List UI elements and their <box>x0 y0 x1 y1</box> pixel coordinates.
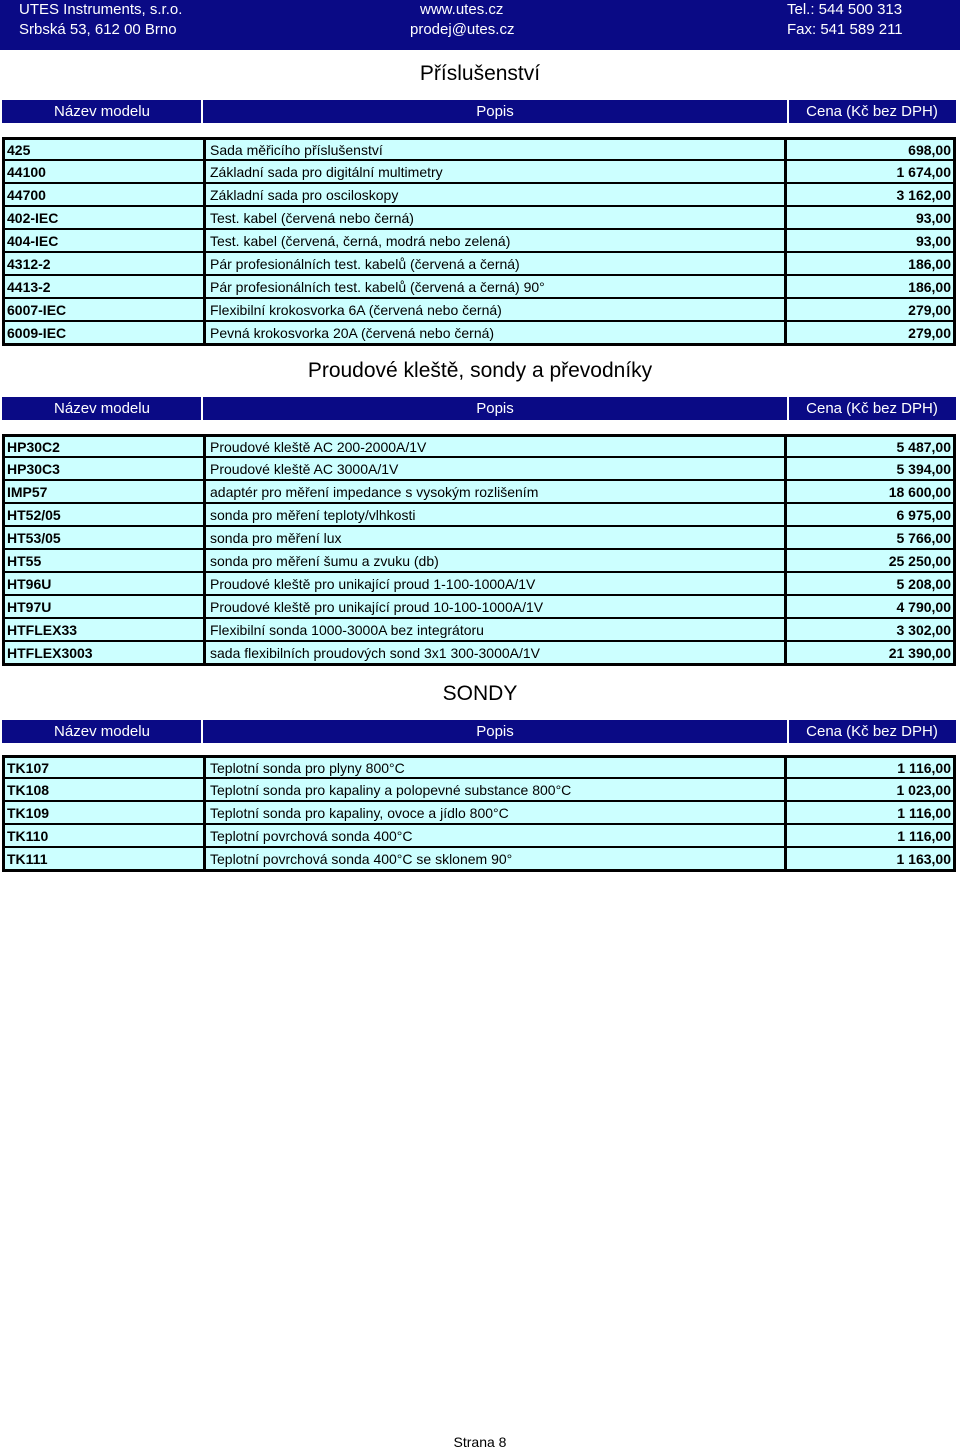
description-cell: Flexibilní sonda 1000-3000A bez integrátoru <box>203 619 794 640</box>
price-cell: 1 116,00 <box>784 825 953 846</box>
company-header <box>0 0 960 50</box>
column-model: Název modelu <box>54 400 150 417</box>
column-popis: Popis <box>476 723 514 740</box>
table-row <box>2 184 956 207</box>
table-row <box>2 276 956 299</box>
table-row <box>2 596 956 619</box>
table-row <box>2 207 956 230</box>
price-cell: 1 674,00 <box>784 161 953 182</box>
table-row <box>2 322 956 346</box>
table-row <box>2 230 956 253</box>
table-row <box>2 458 956 481</box>
description-cell: Test. kabel (červená, černá, modrá nebo zelená) <box>203 230 794 251</box>
table-row <box>2 481 956 504</box>
price-cell: 186,00 <box>784 253 953 274</box>
description-cell: Proudové kleště AC 3000A/1V <box>203 458 794 479</box>
table-column-header <box>2 397 956 420</box>
price-cell: 1 163,00 <box>784 848 953 869</box>
description-cell: adaptér pro měření impedance s vysokým rozlišením <box>203 481 794 502</box>
company-email[interactable]: prodej@utes.cz <box>410 21 515 38</box>
description-cell: Proudové kleště pro unikající proud 1-100-1000A/1V <box>203 573 794 594</box>
model-cell: TK110 <box>7 827 49 844</box>
price-cell: 5 208,00 <box>784 573 953 594</box>
price-cell: 93,00 <box>784 230 953 251</box>
price-cell: 93,00 <box>784 207 953 228</box>
description-cell: Flexibilní krokosvorka 6A (červená nebo černá) <box>203 299 794 320</box>
model-cell: 6009-IEC <box>7 324 67 341</box>
table-row <box>2 825 956 848</box>
model-cell: 425 <box>7 141 31 158</box>
description-cell: Teplotní povrchová sonda 400°C se sklonem 90° <box>203 848 794 869</box>
table-column-header <box>2 100 956 123</box>
model-cell: IMP57 <box>7 483 48 500</box>
company-phone: Tel.: 544 500 313 <box>787 1 903 18</box>
model-cell: 404-IEC <box>7 232 59 249</box>
model-cell: TK111 <box>7 850 48 867</box>
table-row <box>2 137 956 161</box>
model-cell: TK108 <box>7 781 50 798</box>
column-model: Název modelu <box>54 723 150 740</box>
model-cell: 4413-2 <box>7 278 51 295</box>
table-row <box>2 253 956 276</box>
price-cell: 279,00 <box>784 299 953 320</box>
table-row <box>2 573 956 596</box>
section-title: SONDY <box>442 682 518 705</box>
description-cell: Teplotní sonda pro kapaliny, ovoce a jídlo 800°C <box>203 802 794 823</box>
company-name: UTES Instruments, s.r.o. <box>19 1 183 18</box>
model-cell: HP30C3 <box>7 460 60 477</box>
model-cell: 44700 <box>7 186 46 203</box>
model-cell: 44100 <box>7 163 46 180</box>
column-price: Cena (Kč bez DPH) <box>806 400 938 417</box>
table-row <box>2 755 956 779</box>
price-cell: 18 600,00 <box>784 481 953 502</box>
table-row <box>2 504 956 527</box>
model-cell: HT55 <box>7 552 42 569</box>
price-cell: 21 390,00 <box>784 642 953 663</box>
model-cell: HT52/05 <box>7 506 61 523</box>
description-cell: Základní sada pro osciloskopy <box>203 184 794 205</box>
table-row <box>2 779 956 802</box>
price-cell: 3 302,00 <box>784 619 953 640</box>
price-cell: 1 116,00 <box>784 758 953 777</box>
price-table <box>2 755 956 872</box>
table-row <box>2 642 956 666</box>
table-row <box>2 848 956 872</box>
price-cell: 6 975,00 <box>784 504 953 525</box>
column-popis: Popis <box>476 400 514 417</box>
company-web[interactable]: www.utes.cz <box>420 1 504 18</box>
description-cell: sada flexibilních proudových sond 3x1 300-3000A/1V <box>203 642 794 663</box>
description-cell: Pár profesionálních test. kabelů (červená a černá) 90° <box>203 276 794 297</box>
column-price: Cena (Kč bez DPH) <box>806 723 938 740</box>
section-title: Příslušenství <box>419 62 541 85</box>
table-column-header <box>2 720 956 743</box>
table-row <box>2 434 956 458</box>
price-cell: 186,00 <box>784 276 953 297</box>
company-fax: Fax: 541 589 211 <box>787 21 903 38</box>
description-cell: Test. kabel (červená nebo černá) <box>203 207 794 228</box>
model-cell: 4312-2 <box>7 255 51 272</box>
column-model: Název modelu <box>54 103 150 120</box>
table-row <box>2 161 956 184</box>
model-cell: TK109 <box>7 804 50 821</box>
model-cell: HP30C2 <box>7 438 60 455</box>
price-table <box>2 137 956 346</box>
table-row <box>2 550 956 573</box>
description-cell: Pevná krokosvorka 20A (červená nebo černá) <box>203 322 794 343</box>
description-cell: Sada měřicího příslušenství <box>203 140 794 159</box>
description-cell: Základní sada pro digitální multimetry <box>203 161 794 182</box>
model-cell: TK107 <box>7 759 50 776</box>
table-row <box>2 802 956 825</box>
description-cell: Teplotní sonda pro plyny 800°C <box>203 758 794 777</box>
description-cell: sonda pro měření lux <box>203 527 794 548</box>
price-cell: 5 394,00 <box>784 458 953 479</box>
column-price: Cena (Kč bez DPH) <box>806 103 938 120</box>
price-cell: 1 023,00 <box>784 779 953 800</box>
description-cell: Proudové kleště pro unikající proud 10-100-1000A/1V <box>203 596 794 617</box>
price-cell: 5 766,00 <box>784 527 953 548</box>
model-cell: 6007-IEC <box>7 301 67 318</box>
section-title: Proudové kleště, sondy a převodníky <box>307 359 653 382</box>
page-number: Strana 8 <box>453 1434 507 1450</box>
company-address: Srbská 53, 612 00 Brno <box>19 21 177 38</box>
price-cell: 698,00 <box>784 140 953 159</box>
description-cell: sonda pro měření teploty/vlhkosti <box>203 504 794 525</box>
model-cell: HTFLEX3003 <box>7 644 93 661</box>
description-cell: Pár profesionálních test. kabelů (červená a černá) <box>203 253 794 274</box>
price-cell: 4 790,00 <box>784 596 953 617</box>
price-table <box>2 434 956 666</box>
table-row <box>2 527 956 550</box>
column-popis: Popis <box>476 103 514 120</box>
price-cell: 3 162,00 <box>784 184 953 205</box>
price-cell: 279,00 <box>784 322 953 343</box>
table-row <box>2 299 956 322</box>
model-cell: 402-IEC <box>7 209 59 226</box>
description-cell: Proudové kleště AC 200-2000A/1V <box>203 437 794 456</box>
price-cell: 5 487,00 <box>784 437 953 456</box>
price-cell: 1 116,00 <box>784 802 953 823</box>
model-cell: HT53/05 <box>7 529 61 546</box>
model-cell: HT97U <box>7 598 52 615</box>
description-cell: Teplotní sonda pro kapaliny a polopevné substance 800°C <box>203 779 794 800</box>
description-cell: Teplotní povrchová sonda 400°C <box>203 825 794 846</box>
table-row <box>2 619 956 642</box>
model-cell: HTFLEX33 <box>7 621 78 638</box>
price-cell: 25 250,00 <box>784 550 953 571</box>
model-cell: HT96U <box>7 575 52 592</box>
description-cell: sonda pro měření šumu a zvuku (db) <box>203 550 794 571</box>
